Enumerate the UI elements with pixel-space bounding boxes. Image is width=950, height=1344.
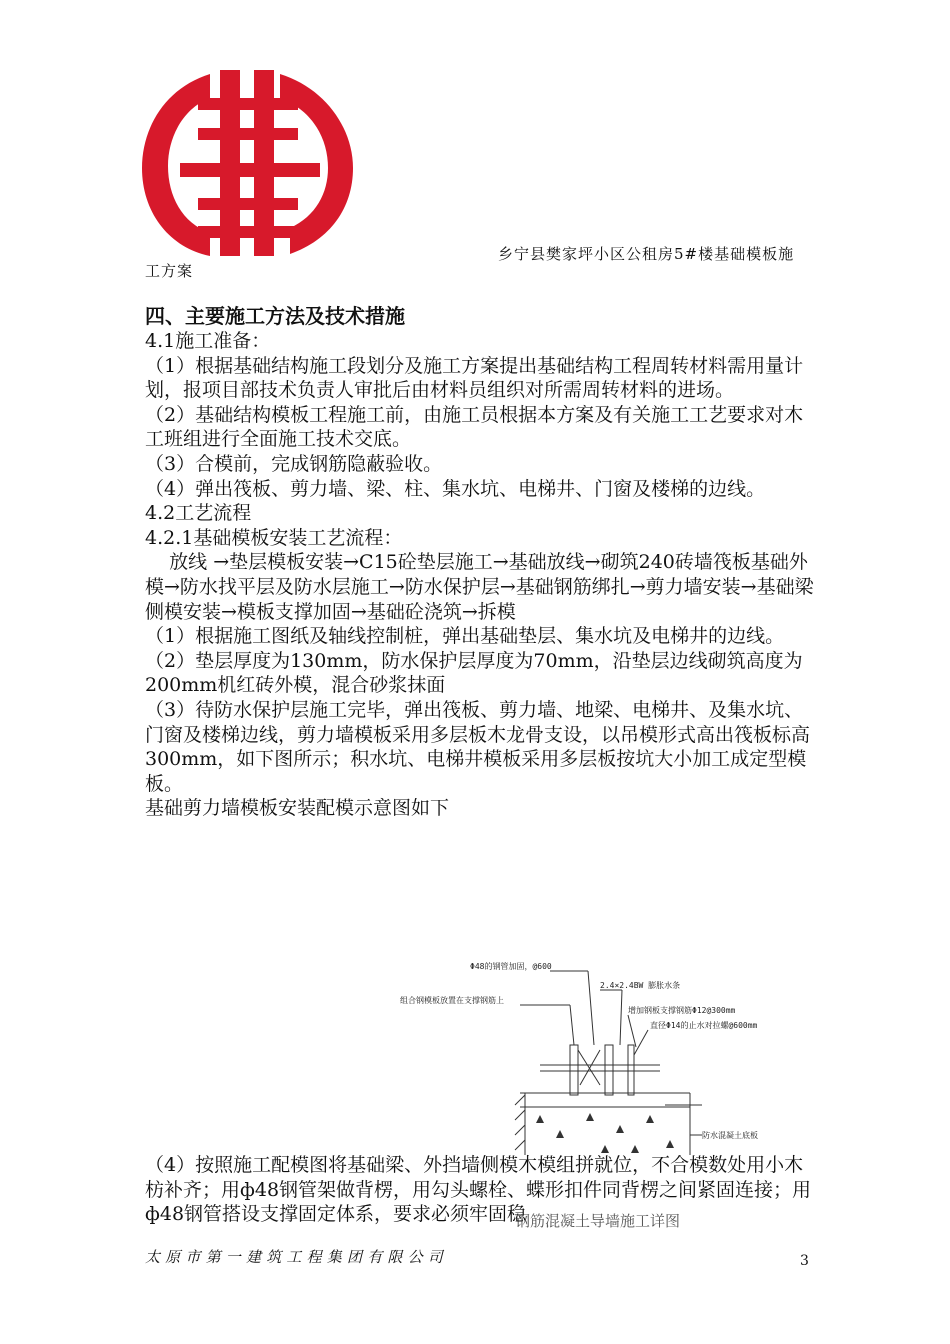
paragraph: （1）根据基础结构施工段划分及施工方案提出基础结构工程周转材料需用量计划，报项目部技术负责人审批后由材料员组织对所需周转材料的进场。 (145, 354, 804, 402)
paragraph: （2）垫层厚度为130mm，防水保护层厚度为70mm，沿垫层边线砌筑高度为200mm机红砖外模，混合砂浆抹面 (145, 649, 803, 697)
paragraph: （3）待防水保护层施工完毕，弹出筏板、剪力墙、地梁、电梯井、及集水坑、门窗及楼梯边线，剪力墙模板采用多层板木龙骨支设，以吊模形式高出筏板标高300mm，如下图所示；积水坑、电梯井模板采用多层板按坑大小加工成定型模板。 (145, 698, 811, 795)
figure-caption: 钢筋混凝土导墙施工详图 (515, 1212, 681, 1230)
paragraph: （4）弹出筏板、剪力墙、梁、柱、集水坑、电梯井、门窗及楼梯的边线。 (145, 477, 766, 500)
company-logo (140, 68, 355, 258)
paragraph: 基础剪力墙模板安装配模示意图如下 (145, 797, 450, 820)
footer-company: 太原市第一建筑工程集团有限公司 (145, 1248, 449, 1266)
main-content (145, 303, 815, 821)
paragraph: （1）根据施工图纸及轴线控制桩，弹出基础垫层、集水坑及电梯井的边线。 (145, 625, 785, 648)
header-title: 乡宁县樊家坪小区公租房5#楼基础模板施 (498, 245, 795, 263)
figure-label: 2.4×2.4BW 膨胀水条 (600, 981, 681, 990)
formwork-detail-figure (360, 955, 810, 1155)
paragraph: （2）基础结构模板工程施工前，由施工员根据本方案及有关施工工艺要求对木工班组进行全面施工技术交底。 (145, 403, 804, 451)
header-title-continued: 工方案 (145, 262, 194, 280)
section-heading: 四、主要施工方法及技术措施 (145, 304, 405, 328)
paragraph: 4.2工艺流程 (145, 502, 252, 525)
figure-label: 增加钢板支撑钢筋Φ12@300mm (628, 1006, 736, 1015)
figure-label: 直径Φ14的止水对拉螺@600mm (650, 1021, 758, 1030)
figure-label: Φ48的钢管加固，@600 (470, 962, 552, 971)
figure-label: 组合钢模板放置在支撑钢筋上 (400, 996, 504, 1005)
figure-label: 防水混凝土底板 (702, 1131, 758, 1140)
paragraph: （3）合模前，完成钢筋隐蔽验收。 (145, 452, 443, 475)
paragraph: 4.1施工准备： (145, 330, 271, 352)
page-number: 3 (800, 1253, 809, 1269)
paragraph: （4）按照施工配模图将基础梁、外挡墙侧模木模组拼就位，不合模数处用小木枋补齐；用ф48钢管架做背楞，用勾头螺栓、蝶形扣件同背楞之间紧固连接；用ф48钢管搭设支撑固定体系，要求必须牢固稳 (145, 1154, 812, 1226)
paragraph: 放线 →垫层模板安装→C15砼垫层施工→基础放线→砌筑240砖墙筏板基础外模→防水找平层及防水层施工→防水保护层→基础钢筋绑扎→剪力墙安装→基础梁侧模安装→模板支撑加固→基础砼浇筑→拆模 (145, 551, 814, 623)
paragraph: 4.2.1基础模板安装工艺流程： (145, 526, 403, 549)
paragraph-4 (145, 1153, 815, 1227)
